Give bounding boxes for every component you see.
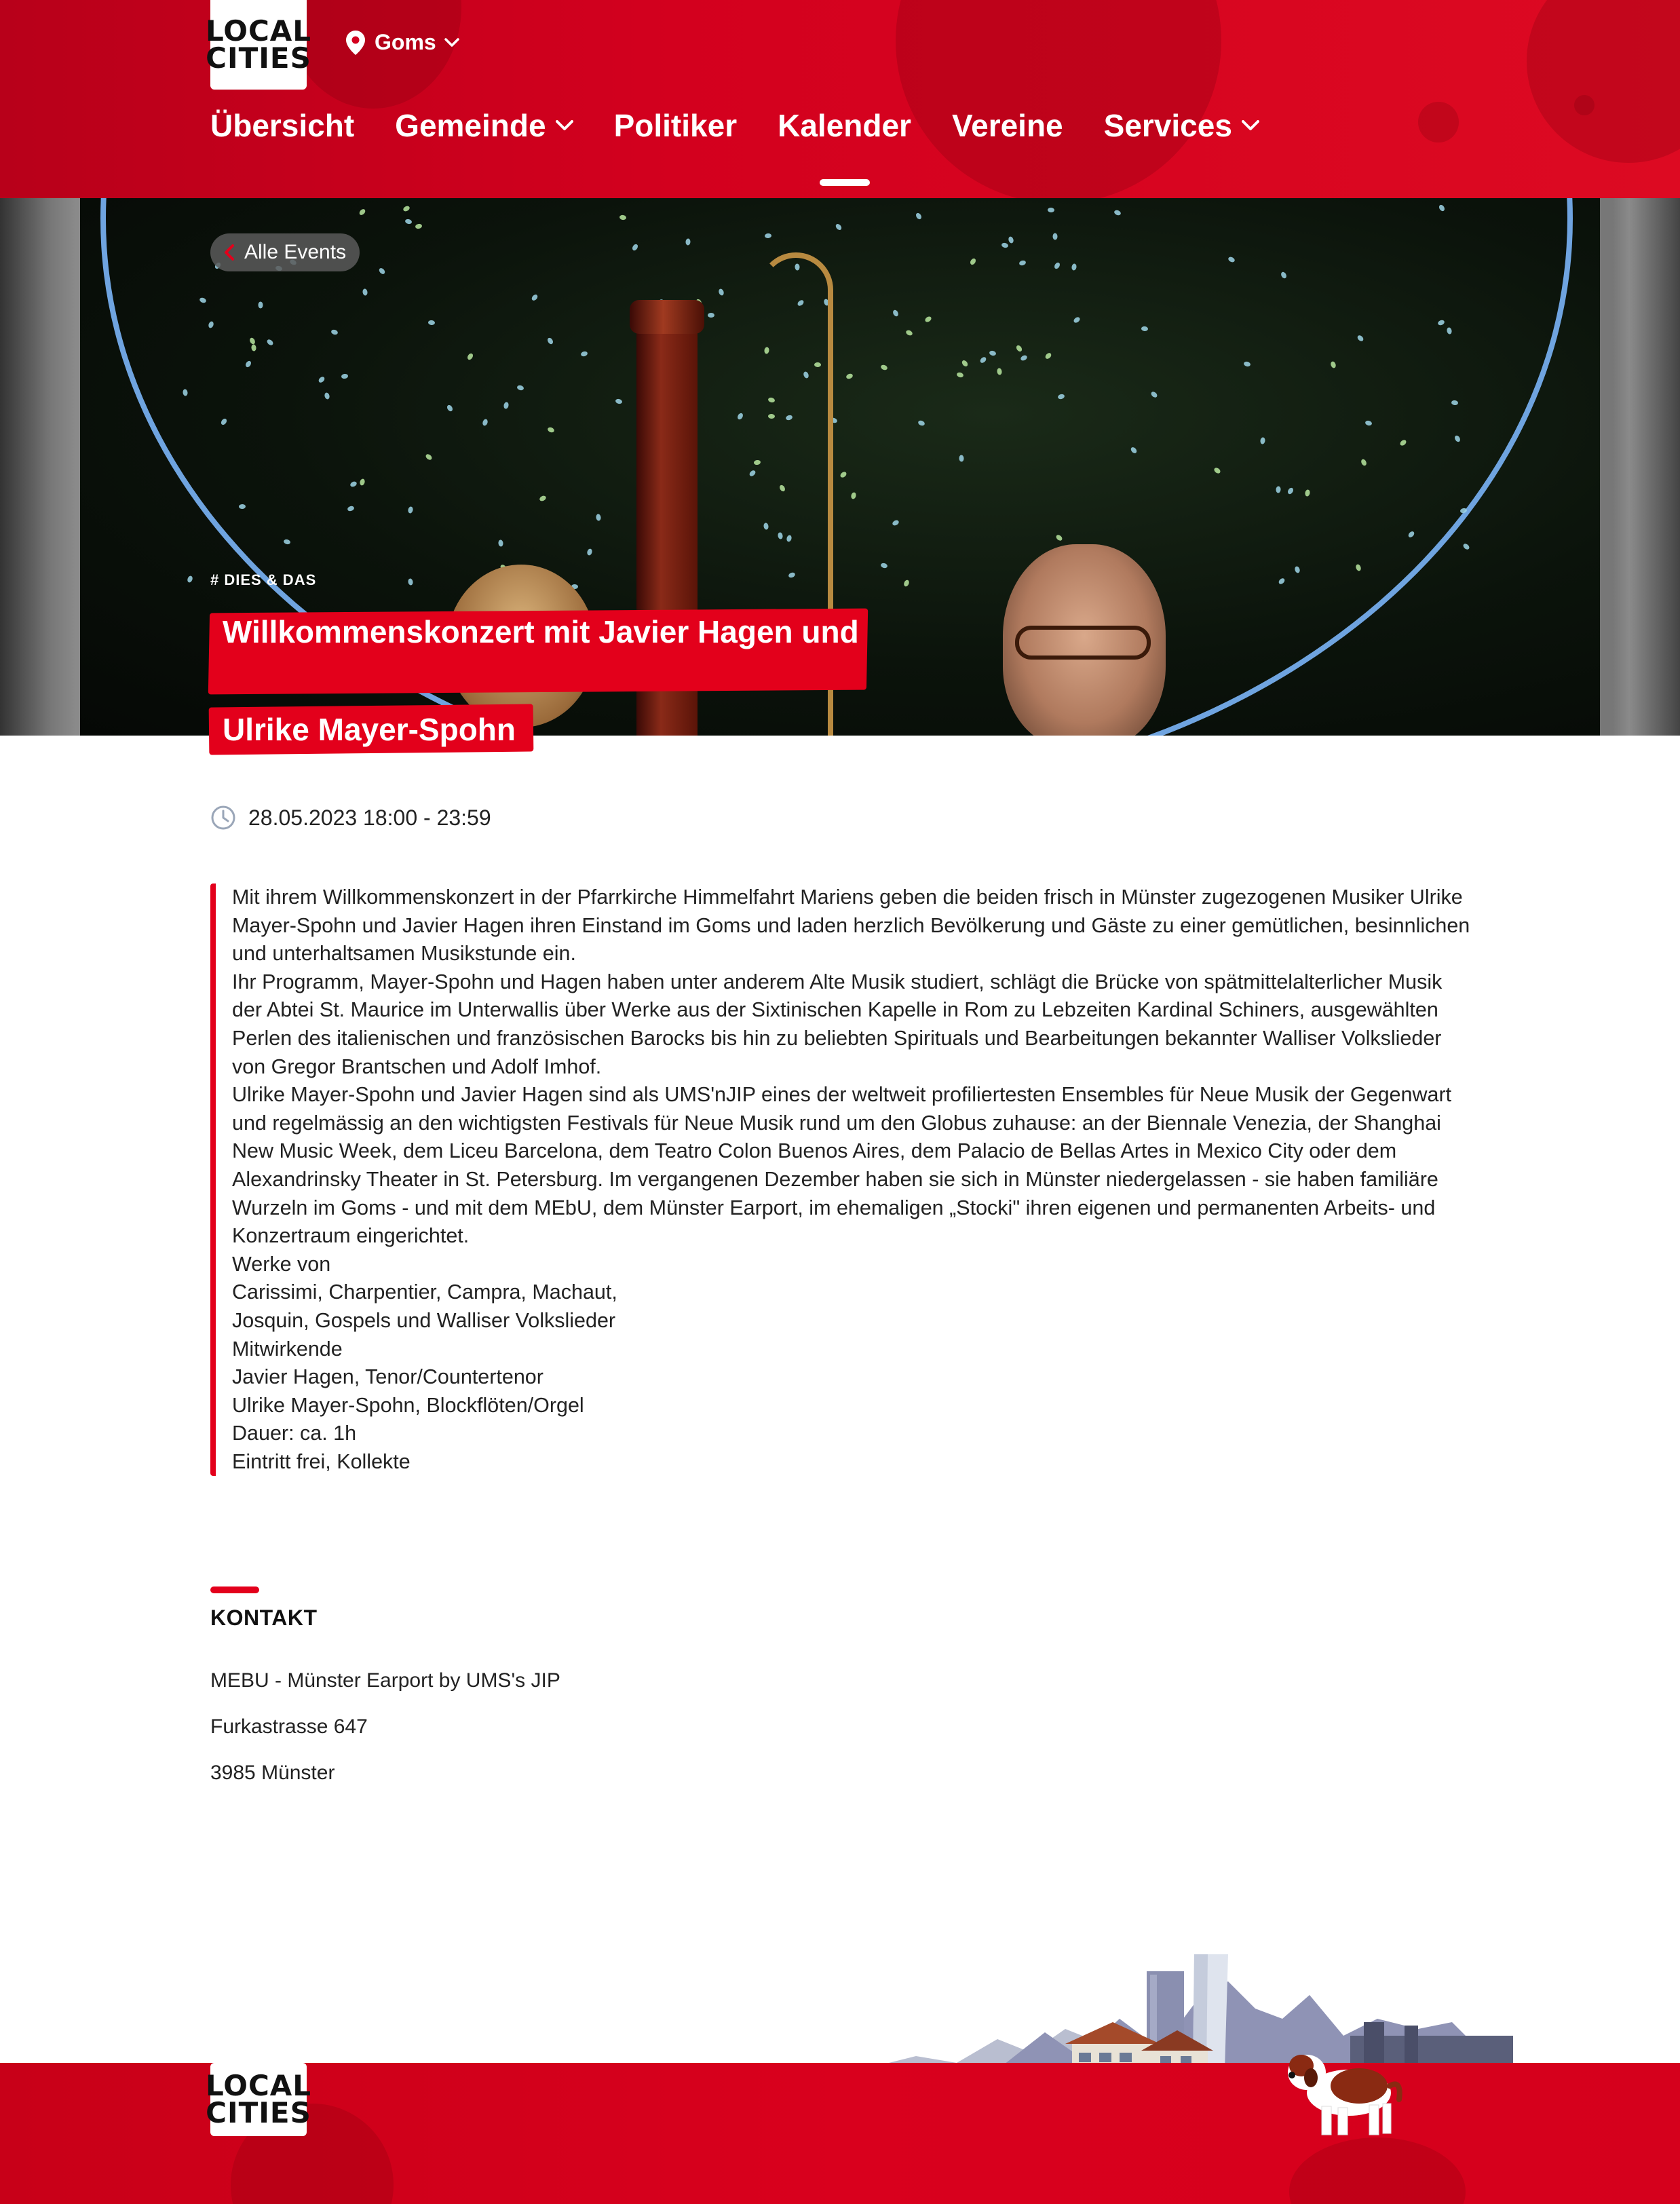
hero-recorder-top bbox=[630, 300, 704, 334]
footer-logo[interactable] bbox=[205, 2063, 312, 2136]
site-header bbox=[0, 0, 1680, 201]
hero-star bbox=[258, 301, 263, 308]
contact-name: MEBU - Münster Earport by UMS's JIP bbox=[210, 1669, 560, 1692]
event-title-line1: Willkommenskonzert mit Javier Hagen und bbox=[223, 614, 859, 649]
hero-star bbox=[708, 313, 714, 318]
nav-item-services[interactable] bbox=[1104, 107, 1259, 144]
logo-line2: CITIES bbox=[206, 2096, 311, 2129]
site-footer bbox=[0, 2063, 1680, 2204]
nav-item-gemeinde[interactable] bbox=[395, 107, 573, 144]
clock-icon bbox=[210, 805, 236, 831]
category-tag: # DIES & DAS bbox=[210, 571, 317, 588]
logo-line2: CITIES bbox=[206, 41, 311, 75]
description-paragraph: Ihr Programm, Mayer-Spohn und Hagen haben unter anderem Alte Musik studiert, schlägt die Brücke von spätmittelalterlicher Musik der Abtei St. Maurice im Unterwallis über Werke aus der Sixtinischen Kapelle in Rom zu Lebzeiten Kardinal Schiners, ausgewählten Perlen des italienischen und französischen Barocks bis hin zu beliebten Spirituals und Bearbeitungen bekannter Walliser Volkslieder von Gregor Brantschen und Adolf Imhof. bbox=[232, 970, 1443, 1078]
nav-item-label: Kalender bbox=[778, 108, 911, 143]
kontakt-heading: KONTAKT bbox=[210, 1606, 318, 1630]
chevron-left-icon bbox=[224, 244, 235, 261]
hero-star bbox=[187, 575, 193, 583]
nav-item-uebersicht[interactable] bbox=[210, 107, 354, 144]
description-line: Carissimi, Charpentier, Campra, Machaut, bbox=[232, 1280, 617, 1304]
event-datetime bbox=[210, 805, 491, 831]
chevron-down-icon bbox=[556, 120, 573, 131]
hero-star bbox=[1462, 543, 1470, 551]
event-title-line2: Ulrike Mayer-Spohn bbox=[223, 712, 516, 747]
description-line: Mitwirkende bbox=[232, 1337, 343, 1361]
nav-item-label: Vereine bbox=[951, 108, 1063, 143]
contact-street: Furkastrasse 647 bbox=[210, 1715, 368, 1738]
description-line: Javier Hagen, Tenor/Countertenor bbox=[232, 1365, 543, 1389]
logo-line1: LOCAL bbox=[205, 2069, 312, 2103]
logo[interactable] bbox=[205, 0, 312, 90]
nav-item-label: Services bbox=[1103, 108, 1232, 143]
datetime-text: 28.05.2023 18:00 - 23:59 bbox=[248, 805, 491, 830]
description-line: Ulrike Mayer-Spohn, Blockflöten/Orgel bbox=[232, 1393, 584, 1417]
location-pin-icon bbox=[346, 31, 365, 55]
description-line: Eintritt frei, Kollekte bbox=[232, 1449, 411, 1473]
event-description bbox=[210, 884, 1472, 1476]
back-label: Alle Events bbox=[244, 241, 347, 263]
description-paragraph: Ulrike Mayer-Spohn und Javier Hagen sind als UMS'nJIP eines der weltweit profiliertesten Ensembles für Neue Musik der Gegenwart und regelmässig an den wichtigsten Festivals für Neue Musik rund um den Globus zuhause: an der Biennale Venezia, der Shanghai New Music Week, dem Liceu Barcelona, dem Teatro Colon Buenos Aires, dem Palacio de Bellas Artes in Mexico City oder dem Alexandrinsky Theater in St. Petersburg. Im vergangenen Dezember haben sie sich in Münster niedergelassen - sie haben familiäre Wurzeln im Goms - und mit dem MEbU, dem Münster Earport, im ehemaligen „Stocki" ihren eigenen und permanenten Arbeits- und Konzertraum eingerichtet. bbox=[232, 1083, 1452, 1248]
logo-line1: LOCAL bbox=[205, 14, 312, 48]
location-label: Goms bbox=[375, 30, 436, 54]
contact-city: 3985 Münster bbox=[210, 1762, 335, 1784]
nav-item-politiker[interactable] bbox=[614, 107, 738, 144]
back-to-events-button[interactable] bbox=[210, 233, 360, 271]
chevron-down-icon bbox=[1242, 120, 1259, 131]
hero-star bbox=[959, 455, 963, 461]
description-line: Josquin, Gospels und Walliser Volkslieder bbox=[232, 1308, 616, 1332]
hero-star bbox=[1052, 233, 1057, 240]
main-nav bbox=[210, 107, 1300, 144]
kontakt-accent-bar bbox=[210, 1586, 259, 1593]
chevron-down-icon bbox=[444, 38, 459, 48]
nav-item-kalender[interactable] bbox=[778, 107, 911, 144]
description-line: Dauer: ca. 1h bbox=[232, 1422, 357, 1445]
saint-bernard-dog-illustration bbox=[1281, 2045, 1403, 2140]
nav-item-label: Gemeinde bbox=[395, 108, 546, 143]
location-selector[interactable] bbox=[346, 30, 469, 55]
description-line: Werke von bbox=[232, 1252, 331, 1276]
nav-item-label: Politiker bbox=[613, 108, 738, 143]
description-paragraph: Mit ihrem Willkommenskonzert in der Pfarrkirche Himmelfahrt Mariens geben die beiden frisch in Münster zugezogenen Musiker Ulrike Mayer-Spohn und Javier Hagen ihren Einstand im Goms und laden herzlich Bevölkerung und Gäste zu einer gemütlichen, besinnlichen und unterhaltsamen Musikstunde ein. bbox=[232, 886, 1470, 966]
skyline-illustration bbox=[875, 1954, 1520, 2076]
hero-glasses bbox=[1015, 626, 1151, 660]
nav-item-vereine[interactable] bbox=[952, 107, 1063, 144]
nav-item-label: Übersicht bbox=[210, 108, 355, 143]
